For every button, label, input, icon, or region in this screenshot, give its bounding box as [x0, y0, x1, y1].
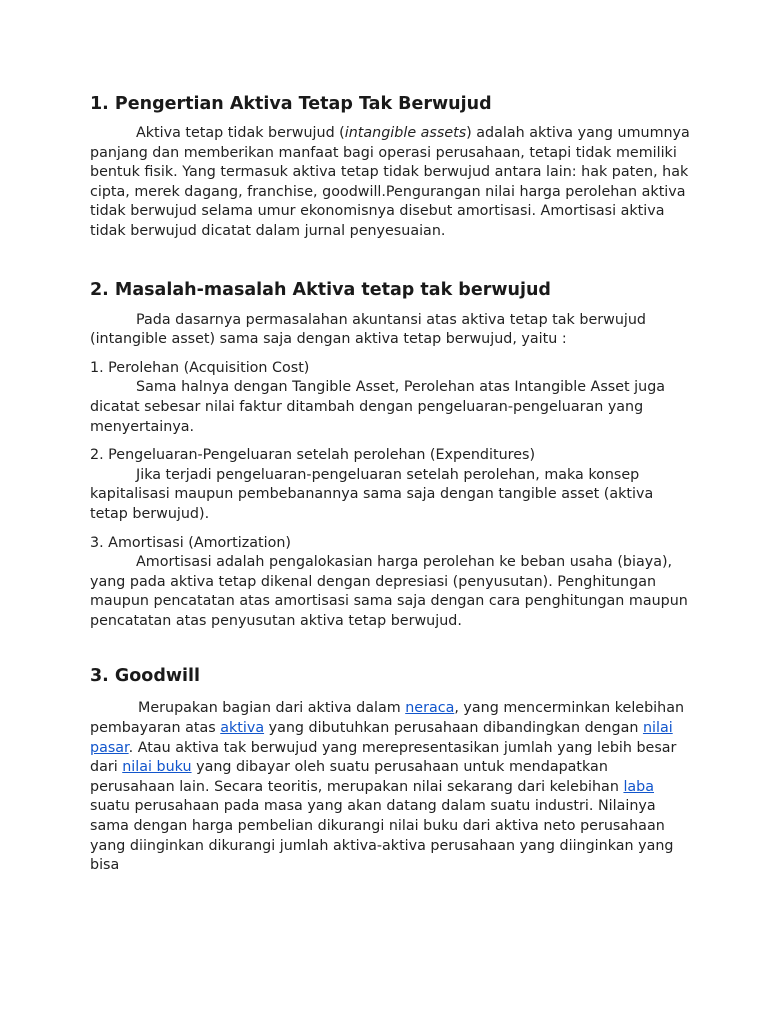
item-2-heading: 2. Pengeluaran-Pengeluaran setelah perolehan (Expenditures): [90, 447, 536, 464]
aktiva-link[interactable]: aktiva: [220, 720, 265, 737]
text-run: Aktiva tetap tidak berwujud (: [136, 125, 345, 141]
text-run: suatu perusahaan pada masa yang akan datang dalam suatu industri. Nilainya sama dengan harga pembelian dikurangi nilai buku dari aktiva neto perusahaan yang diinginkan dikurangi jumlah aktiva-aktiva perusahaan yang diinginkan yang bisa: [90, 798, 674, 874]
laba-link[interactable]: laba: [623, 778, 655, 795]
section-1-paragraph: [90, 124, 690, 242]
section-1-heading: 1. Pengertian Aktiva Tetap Tak Berwujud: [90, 94, 492, 114]
item-3-body: Amortisasi adalah pengalokasian harga perolehan ke beban usaha (biaya), yang pada aktiva tetap dikenal dengan depresiasi (penyusutan). Penghitungan maupun pencatatan atas amortisasi sama saja dengan cara penghitungan maupun pencatatan atas penyusutan aktiva tetap berwujud.: [90, 554, 688, 629]
document-body: [90, 92, 690, 876]
text-run: yang dibayar oleh suatu perusahaan untuk mendapatkan perusahaan lain. Secara teoritis, merupakan nilai sekarang dari kelebihan: [90, 759, 624, 795]
item-2-body: Jika terjadi pengeluaran-pengeluaran setelah perolehan, maka konsep kapitalisasi maupun pembebanannya sama saja dengan tangible asset (aktiva tetap berwujud).: [90, 466, 654, 522]
section-3-paragraph: [90, 699, 690, 875]
text-run: Merupakan bagian dari aktiva dalam: [138, 700, 406, 717]
item-1-body: Sama halnya dengan Tangible Asset, Perolehan atas Intangible Asset juga dicatat sebesar nilai faktur ditambah dengan pengeluaran-pengeluaran yang menyertainya.: [90, 379, 666, 435]
text-run: , yang mencerminkan kelebihan pembayaran atas: [90, 700, 685, 737]
section-2-heading: 2. Masalah-masalah Aktiva tetap tak berwujud: [90, 279, 551, 300]
text-run: yang dibutuhkan perusahaan dibandingkan dengan: [264, 720, 643, 737]
section-2-intro: Pada dasarnya permasalahan akuntansi atas aktiva tetap tak berwujud (intangible asset) sama saja dengan aktiva tetap berwujud, yaitu :: [90, 311, 646, 348]
text-run: . Atau aktiva tak berwujud yang merepresentasikan jumlah yang lebih besar dari: [90, 739, 677, 776]
nilai-pasar-link[interactable]: nilai pasar: [90, 720, 673, 756]
italic-term: intangible assets: [344, 125, 467, 141]
text-run: ) adalah aktiva yang umumnya panjang dan memberikan manfaat bagi operasi perusahaan, tetapi tidak memiliki bentuk fisik. Yang termasuk aktiva tetap tidak berwujud antara lain: hak paten, hak cipta, merek dagang, franchise, goodwill.Pengurangan nilai harga perolehan aktiva tidak berwujud selama umur ekonomisnya disebut amortisasi. Amortisasi aktiva tidak berwujud dicatat dalam jurnal penyesuaian.: [90, 125, 690, 239]
section-3-heading: 3. Goodwill: [90, 666, 201, 687]
item-1-heading: 1. Perolehan (Acquisition Cost): [90, 359, 310, 376]
item-3-heading: 3. Amortisasi (Amortization): [90, 534, 291, 551]
nilai-buku-link[interactable]: nilai buku: [122, 759, 192, 776]
neraca-link[interactable]: neraca: [405, 700, 455, 717]
